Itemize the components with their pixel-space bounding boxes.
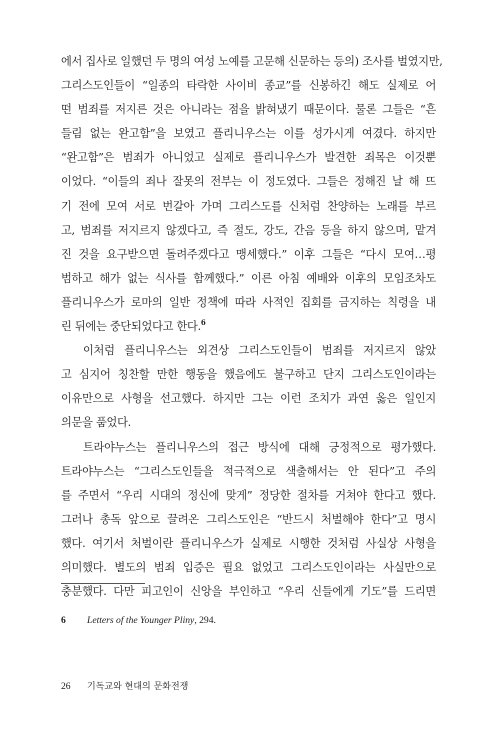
text-line: 했다. 여기서 처벌이란 플리니우스가 실제로 시행한 것처럼 사실상 사형을 xyxy=(61,536,436,550)
text-line xyxy=(61,315,436,339)
text-line: 에서 집사로 일했던 두 명의 여성 노예를 고문해 신문하는 등의) 조사를 벌였지만, xyxy=(61,55,443,68)
text-line-content: 린 뒤에는 중단되었다고 한다. xyxy=(61,320,201,334)
footnote xyxy=(61,615,216,627)
text-line: 이유만으로 사형을 선고했다. 하지만 그는 이런 조치가 과연 옳은 일인지 xyxy=(61,392,436,406)
text-line: 들림 없는 완고함”을 보였고 플리니우스는 이를 성가시게 여겼다. 하지만 xyxy=(61,127,436,141)
footnote-divider xyxy=(61,583,145,584)
paragraph-first-line: 트라야누스는 플리니우스의 접근 방식에 대해 긍정적으로 평가했다. xyxy=(83,440,436,454)
footnote-page: , 294. xyxy=(194,615,216,626)
text-line: 이었다. “이들의 죄나 잘못의 전부는 이 정도였다. 그들은 정해진 날 해 뜨 xyxy=(61,175,436,189)
text-line: 고 심지어 칭찬할 만한 행동을 했음에도 불구하고 단지 그리스도인이라는 xyxy=(61,368,436,382)
text-line: 그러나 총독 앞으로 끌려온 그리스도인은 “반드시 처벌해야 한다”고 명시 xyxy=(61,512,436,526)
text-line: 의문을 품었다. xyxy=(61,416,131,430)
text-line: 기 전에 모여 서로 번갈아 가며 그리스도를 신처럼 찬양하는 노래를 부르 xyxy=(61,199,436,213)
footnote-number: 6 xyxy=(61,615,66,626)
text-line: 그리스도인들이 “일종의 타락한 사이비 종교”를 신봉하긴 해도 실제로 어 xyxy=(61,79,436,93)
footnote-source-title: Letters of the Younger Pliny xyxy=(87,615,195,626)
text-line: 충분했다. 다만 피고인이 신앙을 부인하고 “우리 신들에게 기도”를 드리면 xyxy=(61,585,436,599)
text-line: 트라야누스는 “그리스도인들을 적극적으로 색출해서는 안 된다”고 주의 xyxy=(61,464,436,478)
text-line: 범하고 해가 없는 식사를 함께했다.” 이른 아침 예배와 이후의 모임조차도 xyxy=(61,271,436,285)
text-line: 의미했다. 별도의 범죄 입증은 필요 없었고 그리스도인이라는 사실만으로 xyxy=(61,560,436,574)
body-text xyxy=(61,50,443,604)
text-line: 떤 범죄를 저지른 것은 아니라는 점을 밝혀냈기 때문이다. 물론 그들은 “흔 xyxy=(61,103,436,117)
text-line: 를 주면서 “우리 시대의 정신에 맞게” 정당한 절차를 거쳐야 한다고 했다. xyxy=(61,488,436,502)
running-book-title: 기독교와 현대의 문화전쟁 xyxy=(87,682,189,692)
text-line: 플리니우스가 로마의 일반 정책에 따라 사적인 집회를 금지하는 칙령을 내 xyxy=(61,295,436,309)
text-line: 진 것을 요구받으면 돌려주겠다고 맹세했다.” 이후 그들은 “다시 모여…평 xyxy=(61,247,436,261)
text-line: 고, 범죄를 저지르지 않겠다고, 즉 절도, 강도, 간음 등을 하지 않으며, 맡겨 xyxy=(61,223,436,237)
page-number: 26 xyxy=(61,681,71,692)
paragraph-first-line: 이처럼 플리니우스는 외견상 그리스도인들이 범죄를 저지르지 않았 xyxy=(83,344,436,358)
footnote-reference[interactable]: 6 xyxy=(200,318,206,328)
text-line: “완고함”은 범죄가 아니었고 실제로 플리니우스가 발견한 죄목은 이것뿐 xyxy=(61,151,436,165)
page-footer xyxy=(61,681,188,693)
